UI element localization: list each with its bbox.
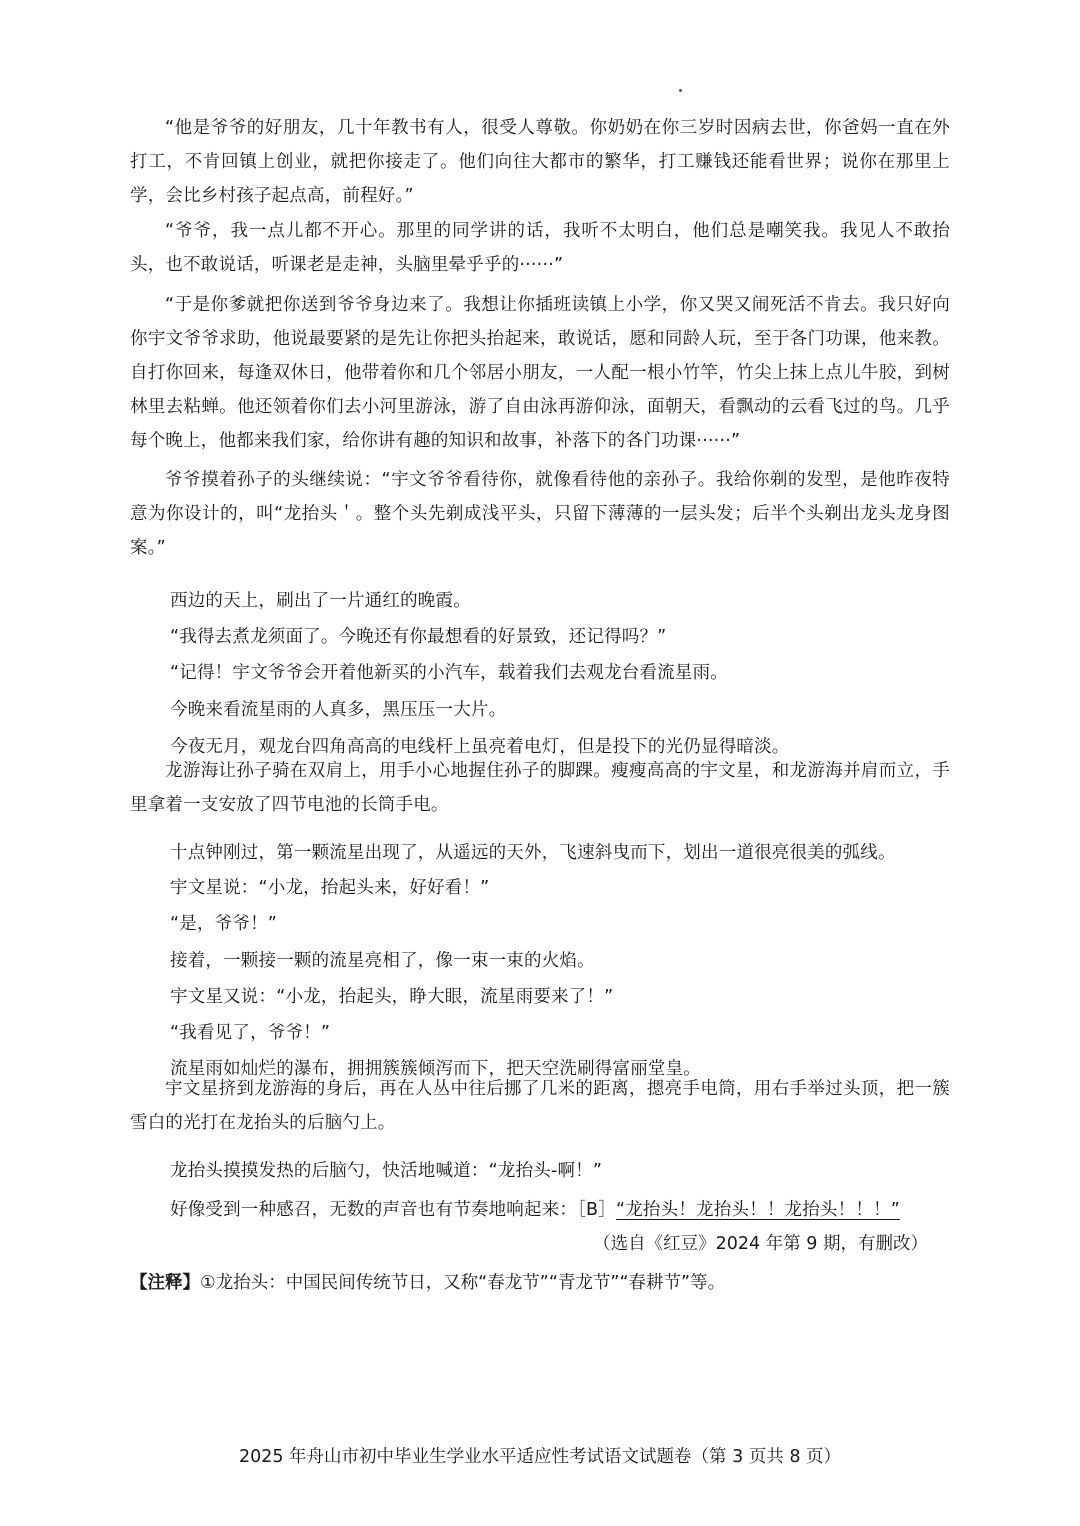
page-footer: 2025 年舟山市初中毕业生学业水平适应性考试语文试题卷（第 3 页共 8 页）: [238, 1447, 842, 1467]
paragraph-10: 龙游海让孙子骑在双肩上，用手小心地握住孙子的脚踝。瘦瘦高高的宇文星，和龙游海并肩而立，手里拿着一支安放了四节电池的长筒手电。: [130, 761, 950, 815]
paragraph-18: 宇文星挤到龙游海的身后，再在人丛中往后挪了几米的距离，摁亮手电筒，用右手举过头顶，把一簇雪白的光打在龙抬头的后脑勺上。: [130, 1079, 950, 1133]
paragraph-16: “我看见了，爷爷！”: [170, 1023, 331, 1043]
paragraph-4: 爷爷摸着孙子的头继续说：“宇文爷爷看待你，就像看待他的亲孙子。我给你剃的发型，是他昨夜特意为你设计的，叫“龙抬头＇。整个头先剃成浅平头，只留下薄薄的一层头发；后半个头剃出龙头龙身图案。”: [130, 470, 950, 558]
note-text: ①龙抬头：中国民间传统节日，又称“春龙节”“青龙节”“春耕节”等。: [200, 1273, 726, 1293]
paragraph-17: 流星雨如灿烂的瀑布，拥拥簇簇倾泻而下，把天空洗刷得富丽堂皇。: [170, 1059, 701, 1079]
paragraph-12: 宇文星说：“小龙，抬起头来，好好看！”: [170, 878, 490, 898]
paragraph-6: “我得去煮龙须面了。今晚还有你最想看的好景致，还记得吗？”: [170, 627, 667, 647]
paragraph-8: 今晚来看流星雨的人真多，黑压压一大片。: [170, 700, 507, 720]
paragraph-19: 龙抬头摸摸发热的后脑勺，快活地喊道：“龙抬头-啊！”: [170, 1161, 603, 1181]
note-label: 【注释】: [130, 1273, 200, 1293]
paragraph-13: “是，爷爷！”: [170, 914, 278, 934]
paragraph-9: 今夜无月，观龙台四角高高的电线杆上虽亮着电灯，但是投下的光仍显得暗淡。: [170, 737, 790, 757]
source-citation: （选自《红豆》2024 年第 9 期，有删改）: [593, 1234, 928, 1254]
paragraph-15: 宇文星又说：“小龙，抬起头，睁大眼，流星雨要来了！”: [170, 987, 614, 1007]
paragraph-7: “记得！宇文爷爷会开着他新买的小汽车，载着我们去观龙台看流星雨。: [170, 663, 728, 683]
paragraph-5: 西边的天上，刷出了一片通红的晚霞。: [170, 591, 471, 611]
paragraph-3: “于是你爹就把你送到爷爷身边来了。我想让你插班读镇上小学，你又哭又闹死活不肯去。我只好向你宇文爷爷求助，他说最要紧的是先让你把头抬起来，敢说话，愿和同龄人玩，至于各门功课，他来教。自打你回来，每逢双休日，他带着你和几个邻居小朋友，一人配一根小竹竿，竹尖上抹上点儿牛胶，到树林里去粘蝉。他还领着你们去小河里游泳，游了自由泳再游仰泳，面朝天，看飘动的云看飞过的鸟。几乎每个晚上，他都来我们家，给你讲有趣的知识和故事，补落下的各门功课······”: [130, 295, 950, 451]
paragraph-20: [170, 1193, 900, 1227]
paragraph-1: “他是爷爷的好朋友，几十年教书有人，很受人尊敬。你奶奶在你三岁时因病去世，你爸妈一直在外打工，不肯回镇上创业，就把你接走了。他们向往大都市的繁华，打工赚钱还能看世界；说你在那里上学，会比乡村孩子起点高，前程好。”: [130, 118, 950, 206]
annotation-note: [130, 1266, 725, 1300]
paragraph-2: “爷爷，我一点儿都不开心。那里的同学讲的话，我听不太明白，他们总是嘲笑我。我见人不敢抬头，也不敢说话，听课老是走神，头脑里晕乎乎的······”: [130, 221, 950, 275]
paragraph-11: 十点钟刚过，第一颗流星出现了，从遥远的天外，飞速斜曳而下，划出一道很亮很美的弧线。: [170, 843, 896, 863]
paragraph-14: 接着，一颗接一颗的流星亮相了，像一束一束的火焰。: [170, 951, 595, 971]
scan-speck: [679, 89, 682, 92]
paragraph-20-prefix: 好像受到一种感召，无数的声音也有节奏地响起来：［B］: [170, 1200, 616, 1220]
underlined-chant-B: “龙抬头！龙抬头！！龙抬头！！！”: [615, 1200, 900, 1220]
